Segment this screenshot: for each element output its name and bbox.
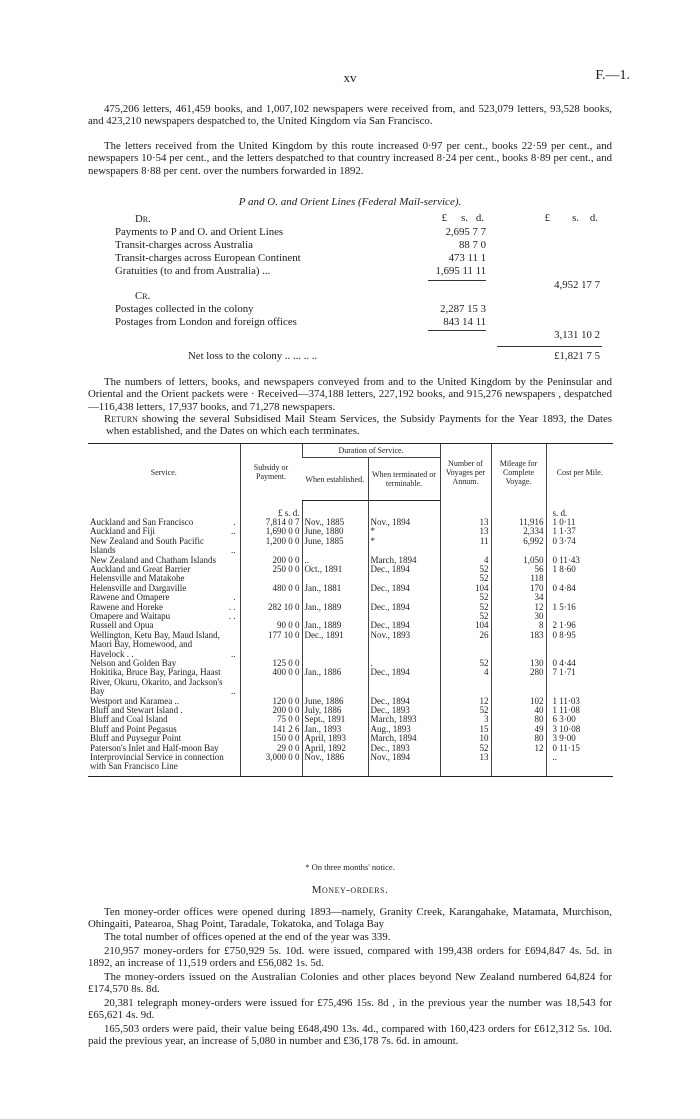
cell-mileage: 56 — [491, 565, 546, 574]
cell-cost: 3 9·00 — [546, 734, 613, 743]
service-name: Auckland and San Francisco — [90, 516, 194, 527]
cell-established: Nov., 1885 — [302, 518, 368, 527]
cell-subsidy: 90 0 0 — [240, 621, 302, 630]
cell-terminated: * — [368, 527, 440, 536]
service-name: Bluff and Puysegur Point — [90, 733, 182, 744]
cell-mileage: 8 — [491, 621, 546, 630]
cell-established: July, 1886 — [302, 706, 368, 715]
money-orders-heading: Money-orders. — [311, 884, 389, 896]
leader-dots: . . — [228, 601, 236, 612]
cell-terminated: Dec., 1894 — [368, 565, 440, 574]
money-orders-paragraph: 210,957 money-orders for £750,929 5s. 10d. were issued, compared with 199,438 orders for £694,847 4s. 5d. in 1892, an increase of 11,519 orders and £56,082 1s. 5d. — [88, 945, 612, 970]
account-cr-label: Cr. — [135, 290, 151, 302]
cell-voyages: 104 — [440, 621, 491, 630]
cell-terminated: March, 1894 — [368, 556, 440, 565]
account-title: P and O. and Orient Lines (Federal Mail-service). — [238, 196, 462, 208]
cell-subsidy: 250 0 0 — [240, 565, 302, 574]
cell-cost: 1 1·37 — [546, 527, 613, 536]
service-name: Hokitika, Bruce Bay, Paringa, Haast River, Okuru, Okarito, and Jackson's Bay — [90, 667, 223, 697]
cell-established: June, 1886 — [302, 697, 368, 706]
cell-mileage: 12 — [491, 744, 546, 753]
leader-dots: .. — [231, 648, 236, 659]
cell-voyages: 15 — [440, 725, 491, 734]
subsidised-services-table — [88, 443, 613, 777]
cell-mileage: 12 — [491, 603, 546, 612]
cell-voyages: 4 — [440, 668, 491, 696]
cell-established: Oct., 1891 — [302, 565, 368, 574]
service-name-wrap — [90, 631, 238, 659]
cell-cost: 0 4·44 — [546, 659, 613, 668]
cell-cost: 0 4·84 — [546, 584, 613, 593]
col-header-subsidy: Subsidy or Payment. — [240, 444, 302, 501]
cell-subsidy: 141 2 6 — [240, 725, 302, 734]
table-row — [88, 612, 613, 621]
service-name: Rawene and Horeke — [90, 601, 163, 612]
cr-total: 3,131 10 2 — [554, 329, 600, 341]
cell-voyages: 52 — [440, 659, 491, 668]
cell-voyages: 52 — [440, 565, 491, 574]
col-shillings-1: s. — [461, 212, 468, 224]
cell-voyages: 12 — [440, 697, 491, 706]
cell-established: June, 1880 — [302, 527, 368, 536]
cell-subsidy: 282 10 0 — [240, 603, 302, 612]
money-orders-paragraph: The money-orders issued on the Australian Colonies and other places beyond New Zealand numbered 64,824 for £174,570 8s. 8d. — [88, 971, 612, 996]
service-name: Wellington, Ketu Bay, Maud Island, Maori Bay, Homewood, and Havelock . . — [90, 629, 220, 659]
cell-terminated: Nov., 1893 — [368, 631, 440, 659]
return-heading-rest: showing the several Subsidised Mail Steam Services, the Subsidy Payments for the Year 1893, the Dates when established, and the Dates on which each terminates. — [106, 413, 612, 438]
cell-subsidy: 75 0 0 — [240, 715, 302, 724]
cell-terminated: Dec., 1894 — [368, 603, 440, 612]
cell-voyages: 26 — [440, 631, 491, 659]
cell-established: Nov., 1886 — [302, 753, 368, 776]
money-orders-paragraph: 20,381 telegraph money-orders were issued for £75,496 15s. 8d , in the previous year the number was 18,543 for £65,621 4s. 9d. — [88, 997, 612, 1022]
cell-service — [88, 753, 240, 776]
dr-subtotal-rule — [428, 280, 486, 281]
cell-voyages: 10 — [440, 734, 491, 743]
page-number: xv — [343, 70, 357, 85]
dr-item-amount: 1,695 11 11 — [435, 265, 486, 277]
cell-subsidy: 200 0 0 — [240, 556, 302, 565]
cell-cost: 1 5·16 — [546, 603, 613, 612]
col-pounds-1: £ — [441, 212, 447, 224]
net-loss-label: Net loss to the colony .. ... .. .. — [188, 350, 318, 362]
unit-subsidy: £ s. d. — [240, 501, 302, 518]
service-name: Helensville and Dargaville — [90, 582, 187, 593]
cell-terminated: March, 1893 — [368, 715, 440, 724]
service-name: Paterson's Inlet and Half-moon Bay — [90, 742, 219, 753]
net-rule — [497, 346, 602, 347]
cell-subsidy: 120 0 0 — [240, 697, 302, 706]
money-orders-paragraph: The total number of offices opened at the end of the year was 339. — [104, 931, 391, 943]
cell-cost: 1 11·08 — [546, 706, 613, 715]
cell-voyages: 52 — [440, 574, 491, 583]
service-name: New Zealand and South Pacific Islands — [90, 535, 204, 556]
table-body — [88, 501, 613, 777]
cell-mileage: 102 — [491, 697, 546, 706]
cell-mileage: 49 — [491, 725, 546, 734]
service-name: New Zealand and Chatham Islands — [90, 554, 216, 565]
cell-established: Jan., 1893 — [302, 725, 368, 734]
cr-subtotal-rule — [428, 330, 486, 331]
cell-voyages: 52 — [440, 744, 491, 753]
service-name: Westport and Karamea .. — [90, 695, 179, 706]
cell-terminated: Dec., 1893 — [368, 706, 440, 715]
table-row — [88, 668, 613, 696]
cell-cost: 1 0·11 — [546, 518, 613, 527]
cell-mileage: 30 — [491, 612, 546, 621]
cell-terminated: * — [368, 537, 440, 556]
cell-established: Jan., 1881 — [302, 584, 368, 593]
cell-subsidy: 1,200 0 0 — [240, 537, 302, 556]
leader-dots: . . — [228, 610, 236, 621]
account-dr-label: Dr. — [135, 213, 151, 225]
cr-item-amount: 2,287 15 3 — [440, 303, 486, 315]
dr-item-label: Payments to P and O. and Orient Lines — [115, 226, 284, 238]
cell-cost: 1 8·60 — [546, 565, 613, 574]
cell-voyages: 52 — [440, 612, 491, 621]
cell-subsidy: 7,814 0 7 — [240, 518, 302, 527]
cell-subsidy: 3,000 0 0 — [240, 753, 302, 776]
cell-terminated: Nov., 1894 — [368, 518, 440, 527]
money-orders-paragraph: 165,503 orders were paid, their value being £648,490 13s. 4d., compared with 160,423 orders for £612,312 5s. 10d. paid the previous year, an increase of 5,080 in number and £36,178 7s. 6d. in amount. — [88, 1023, 612, 1048]
unit-cost: s. d. — [546, 501, 613, 518]
cell-mileage: 118 — [491, 574, 546, 583]
cell-cost: .. — [546, 753, 613, 776]
cell-terminated: Dec., 1894 — [368, 697, 440, 706]
cell-subsidy: 150 0 0 — [240, 734, 302, 743]
return-heading — [88, 413, 612, 438]
service-name: Bluff and Stewart Island . — [90, 705, 183, 716]
cell-mileage: 170 — [491, 584, 546, 593]
service-name-wrap — [90, 537, 238, 556]
leader-dots: .. — [231, 686, 236, 697]
col-header-mileage: Mileage for Complete Voyage. — [491, 444, 546, 501]
cell-voyages: 52 — [440, 706, 491, 715]
cell-subsidy: 200 0 0 — [240, 706, 302, 715]
document-reference: F.—1. — [595, 68, 630, 83]
cell-established: Sept., 1891 — [302, 715, 368, 724]
cell-voyages: 13 — [440, 753, 491, 776]
cell-terminated: Dec., 1894 — [368, 668, 440, 696]
dr-item-label: Gratuities (to and from Australia) ... — [115, 265, 271, 277]
cell-cost: 1 11·03 — [546, 697, 613, 706]
cell-established: Jan., 1889 — [302, 621, 368, 630]
cell-cost: 6 3·00 — [546, 715, 613, 724]
table-row — [88, 753, 613, 776]
dr-item-label: Transit-charges across European Continent — [115, 252, 301, 264]
service-name: Helensville and Matakohe — [90, 573, 185, 584]
cell-terminated: Nov., 1894 — [368, 753, 440, 776]
cr-item-amount: 843 14 11 — [443, 316, 486, 328]
dr-total: 4,952 17 7 — [554, 279, 600, 291]
cell-service — [88, 668, 240, 696]
cell-service — [88, 537, 240, 556]
cell-terminated: Aug., 1893 — [368, 725, 440, 734]
cell-voyages: 104 — [440, 584, 491, 593]
dr-item-label: Transit-charges across Australia — [115, 239, 253, 251]
cell-voyages: 13 — [440, 527, 491, 536]
col-header-voyages: Number of Voyages per Annum. — [440, 444, 491, 501]
cell-established: Dec., 1891 — [302, 631, 368, 659]
cell-subsidy: 480 0 0 — [240, 584, 302, 593]
cell-mileage — [491, 753, 546, 776]
cell-subsidy: 29 0 0 — [240, 744, 302, 753]
cell-established: June, 1885 — [302, 537, 368, 556]
service-name: Russell and Opua — [90, 620, 154, 631]
net-loss-total: £1,821 7 5 — [554, 350, 600, 362]
col-header-established: When established. — [302, 458, 368, 501]
service-name: Bluff and Point Pegasus — [90, 723, 177, 734]
table-footnote: * On three months' notice. — [305, 862, 395, 872]
service-name: Interprovincial Service in connection with San Francisco Line — [90, 752, 224, 772]
cell-mileage: 130 — [491, 659, 546, 668]
cell-service — [88, 631, 240, 659]
cell-mileage: 6,992 — [491, 537, 546, 556]
cell-established: .. — [302, 556, 368, 565]
col-header-duration: Duration of Service. — [302, 444, 440, 458]
cell-voyages: 52 — [440, 603, 491, 612]
cell-voyages: 11 — [440, 537, 491, 556]
cell-voyages: 4 — [440, 556, 491, 565]
cell-established: Jan., 1886 — [302, 668, 368, 696]
leader-dots: . — [233, 516, 236, 527]
col-pence-1: d. — [475, 212, 484, 224]
unit-row — [88, 501, 613, 518]
money-orders-paragraph: Ten money-order offices were opened during 1893—namely, Granity Creek, Karangahake, Matamata, Murchison, Ohingaiti, Patearoa, Shag Point, Taradale, Tokatoka, and Tolaga Bay — [88, 906, 612, 931]
cell-subsidy: 177 10 0 — [240, 631, 302, 659]
intro-paragraph-1: 475,206 letters, 461,459 books, and 1,007,102 newspapers were received from, and 523,079 letters, 93,528 books, and 423,210 newspapers despatched to, the United Kingdom via San Francisco. — [88, 103, 612, 128]
table-row — [88, 631, 613, 659]
cell-voyages: 3 — [440, 715, 491, 724]
cell-cost: 0 8·95 — [546, 631, 613, 659]
cell-terminated: Dec., 1894 — [368, 621, 440, 630]
cell-subsidy: 1,690 0 0 — [240, 527, 302, 536]
cell-established: April, 1893 — [302, 734, 368, 743]
table-row — [88, 537, 613, 556]
cell-cost: 7 1·71 — [546, 668, 613, 696]
leader-dots: . — [233, 592, 236, 603]
service-name: Auckland and Fiji — [90, 526, 155, 537]
cell-mileage: 11,916 — [491, 518, 546, 527]
cell-mileage: 183 — [491, 631, 546, 659]
service-name: Auckland and Great Barrier — [90, 563, 191, 574]
cell-voyages: 52 — [440, 593, 491, 602]
service-name-wrap — [90, 668, 238, 696]
cell-mileage: 80 — [491, 715, 546, 724]
dr-item-amount: 88 7 0 — [459, 239, 486, 251]
cell-cost: 0 11·15 — [546, 744, 613, 753]
cell-cost: 0 11·43 — [546, 556, 613, 565]
cell-mileage: 2,334 — [491, 527, 546, 536]
return-heading-lead: Return — [104, 413, 138, 425]
numbers-paragraph: The numbers of letters, books, and newspapers conveyed from and to the United Kingdom by the Peninsular and Oriental and the Orient packets were · Received—374,188 letters, 227,192 books, and 915,276 newspapers , despatched—116,438 letters, 17,937 books, and 71,278 newspapers. — [88, 376, 612, 413]
col-header-cost: Cost per Mile. — [546, 444, 613, 501]
dr-item-amount: 473 11 1 — [448, 252, 486, 264]
cell-cost: 2 1·96 — [546, 621, 613, 630]
cell-terminated: March, 1894 — [368, 734, 440, 743]
cell-subsidy: 125 0 0 — [240, 659, 302, 668]
cr-item-label: Postages from London and foreign offices — [115, 316, 297, 328]
service-name: Bluff and Coal Island — [90, 714, 168, 725]
service-name: Omapere and Waitapu — [90, 610, 171, 621]
cr-item-label: Postages collected in the colony — [115, 303, 254, 315]
cell-mileage: 34 — [491, 593, 546, 602]
cell-terminated: Dec., 1894 — [368, 584, 440, 593]
col-header-service: Service. — [88, 444, 240, 501]
cell-established: Jan., 1889 — [302, 603, 368, 612]
intro-paragraph-2: The letters received from the United Kingdom by this route increased 0·97 per cent., books 22·59 per cent., and newspapers 10·54 per cent., and the letters despatched to that country increased 8·24 per cent., books 8·89 per cent., and newspapers 8·88 per cent. over the numbers forwarded in 1892. — [88, 140, 612, 177]
cell-subsidy: 400 0 0 — [240, 668, 302, 696]
service-name: Rawene and Omapere — [90, 592, 170, 603]
col-pence-2: d. — [589, 212, 598, 224]
cell-mileage: 1,050 — [491, 556, 546, 565]
col-pounds-2: £ — [544, 212, 550, 224]
cell-cost: 0 3·74 — [546, 537, 613, 556]
col-shillings-2: s. — [572, 212, 579, 224]
cell-terminated: Dec., 1893 — [368, 744, 440, 753]
col-header-terminated: When terminated or terminable. — [368, 458, 440, 501]
cell-established: April, 1892 — [302, 744, 368, 753]
dr-item-amount: 2,695 7 7 — [445, 226, 486, 238]
cell-mileage: 80 — [491, 734, 546, 743]
leader-dots: .. — [231, 526, 236, 537]
cell-cost: 3 10·08 — [546, 725, 613, 734]
service-name: Nelson and Golden Bay — [90, 658, 177, 668]
cell-terminated: . — [368, 659, 440, 668]
cell-mileage: 40 — [491, 706, 546, 715]
cell-voyages: 13 — [440, 518, 491, 527]
service-name-wrap — [90, 753, 238, 772]
cell-mileage: 280 — [491, 668, 546, 696]
leader-dots: .. — [231, 545, 236, 556]
